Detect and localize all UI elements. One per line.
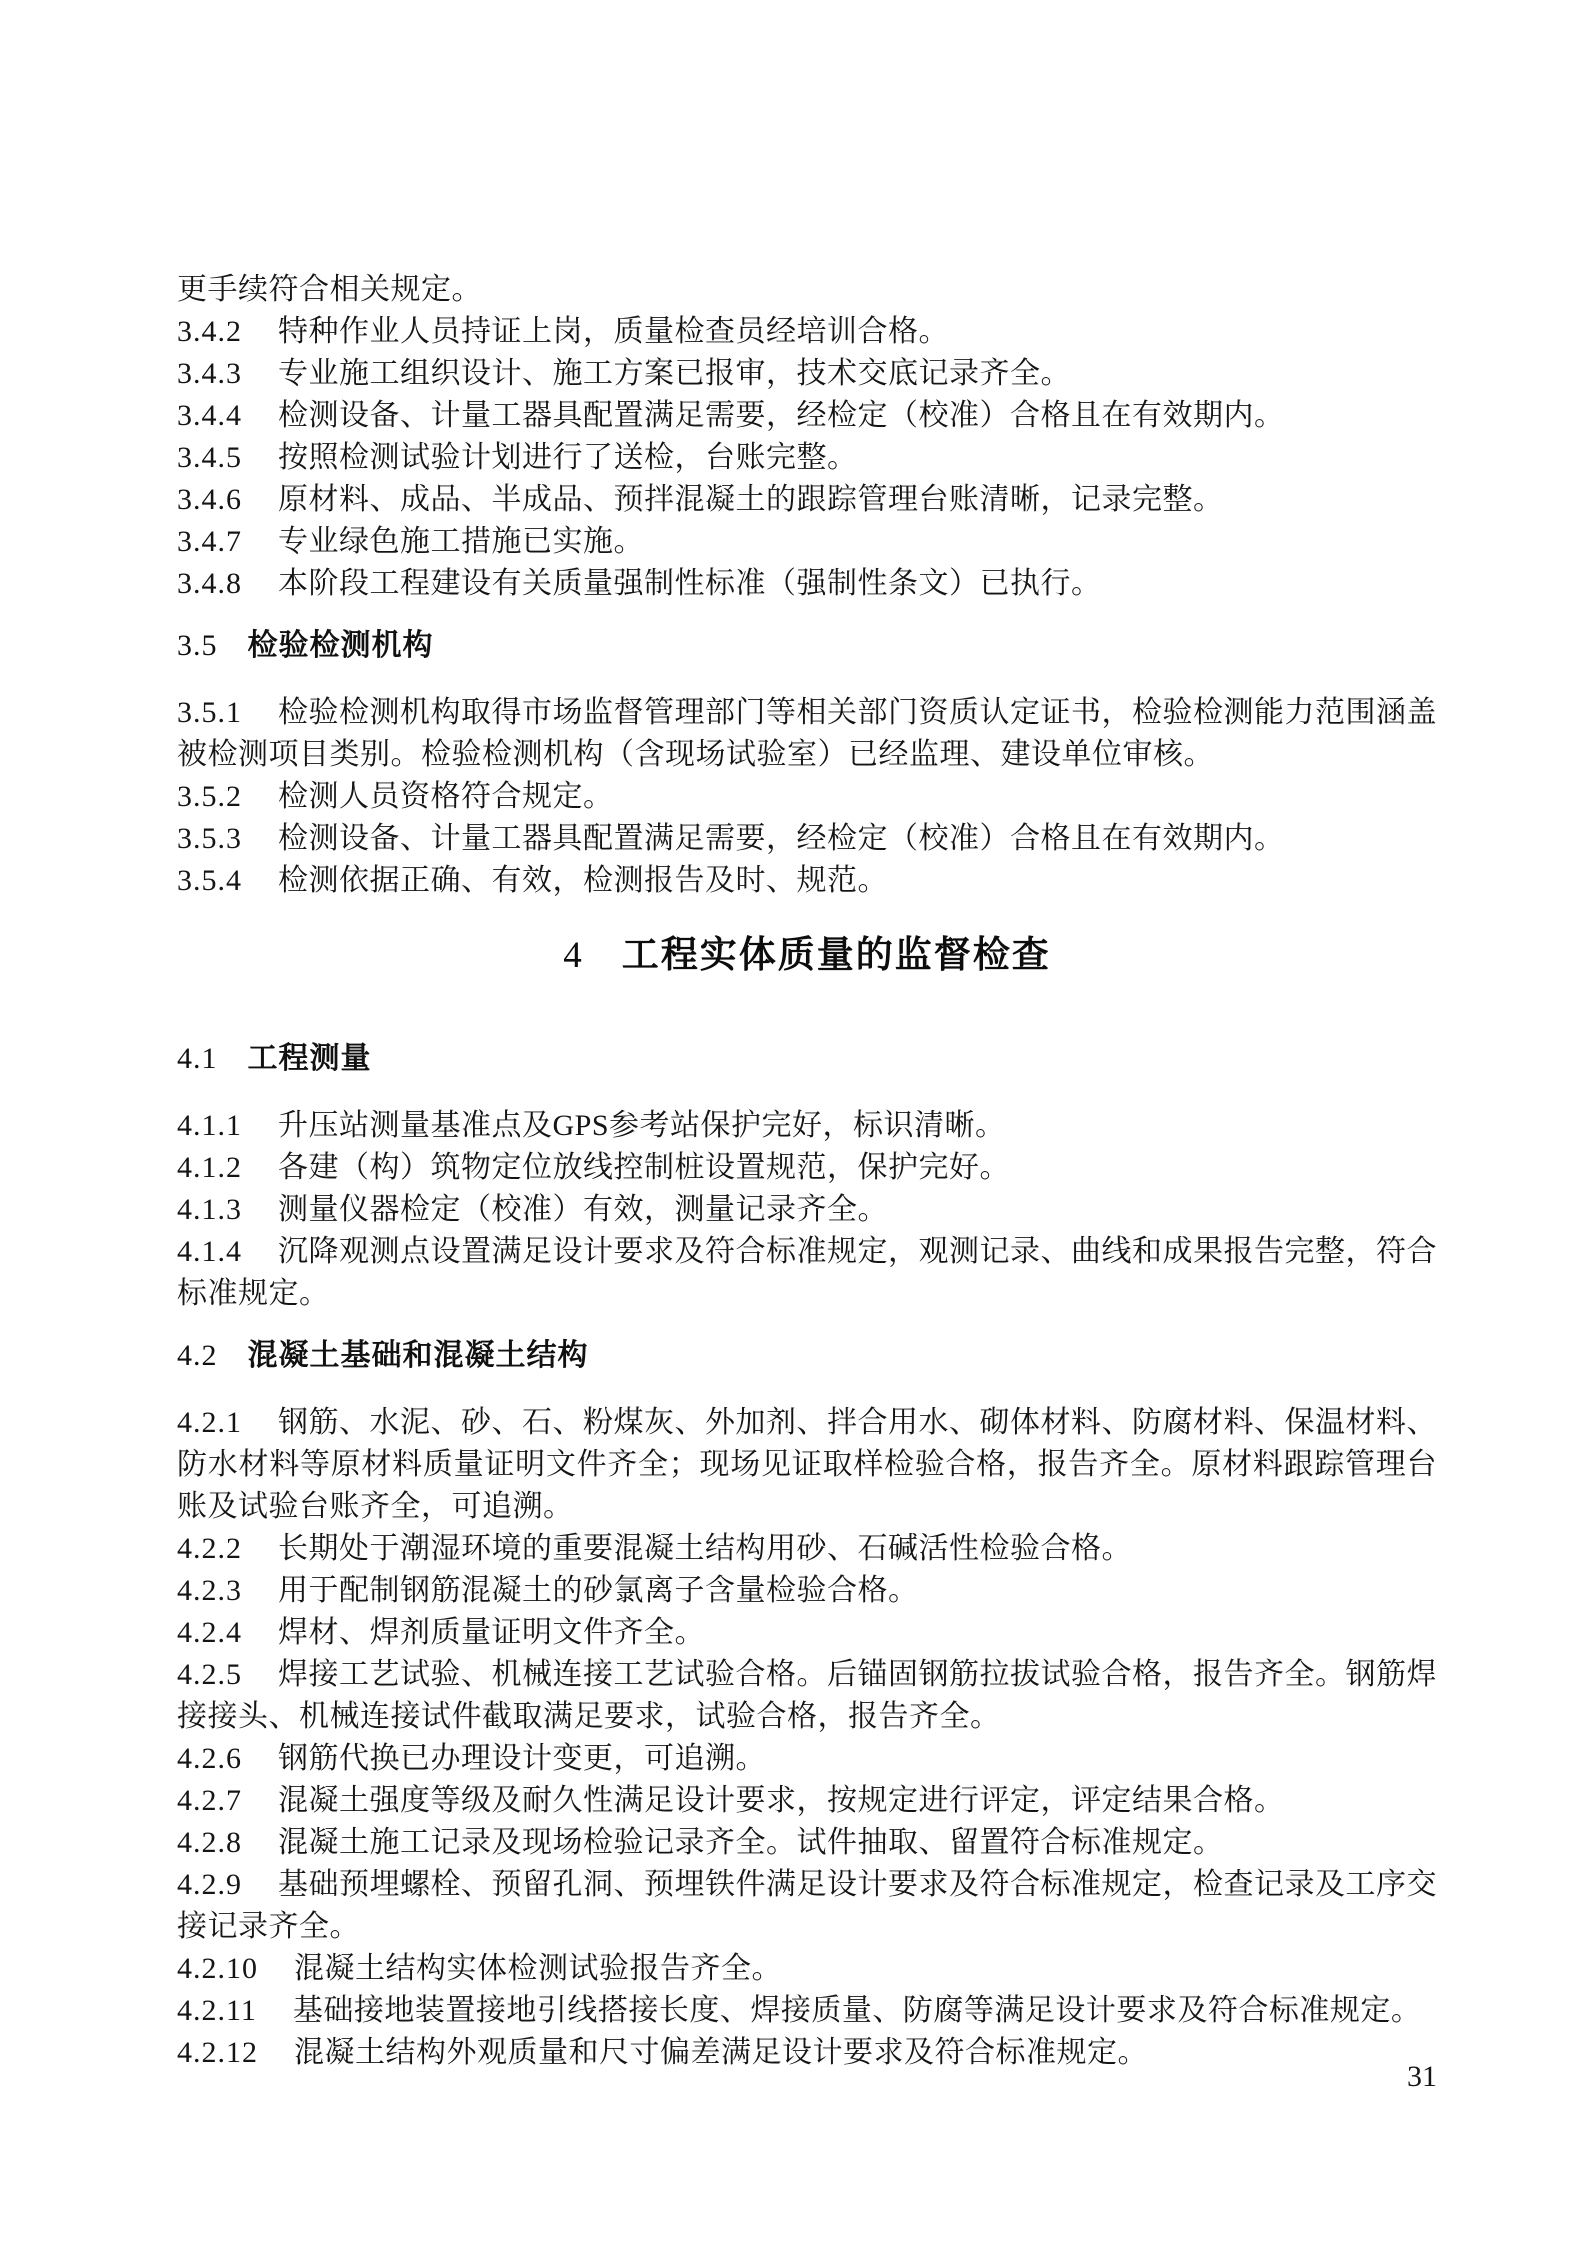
clause-3-5-4 bbox=[177, 860, 1437, 902]
clause-number: 4.1.3 bbox=[177, 1193, 242, 1226]
clause-4-2-1 bbox=[177, 1402, 1437, 1528]
clause-4-2-9 bbox=[177, 1864, 1437, 1948]
clause-4-1-3 bbox=[177, 1189, 1437, 1231]
clause-number: 4.2.11 bbox=[177, 1994, 257, 2027]
clause-number: 4.2.6 bbox=[177, 1742, 242, 1775]
clause-number: 3.4.4 bbox=[177, 399, 242, 432]
clause-text: 焊材、焊剂质量证明文件齐全。 bbox=[278, 1616, 705, 1649]
clause-text: 钢筋、水泥、砂、石、粉煤灰、外加剂、拌合用水、砌体材料、防腐材料、保温材料、防水材料等原材料质量证明文件齐全；现场见证取样检验合格，报告齐全。原材料跟踪管理台账及试验台账齐全，可追溯。 bbox=[177, 1406, 1437, 1523]
clause-4-2-4 bbox=[177, 1612, 1437, 1654]
clause-text: 升压站测量基准点及GPS参考站保护完好，标识清晰。 bbox=[278, 1109, 1006, 1142]
continuation-paragraph bbox=[177, 269, 1437, 311]
clause-number: 4.2.4 bbox=[177, 1616, 242, 1649]
section-number: 4.1 bbox=[177, 1042, 218, 1075]
clause-number: 3.5.1 bbox=[177, 696, 242, 729]
chapter-number: 4 bbox=[563, 935, 582, 976]
clause-text: 原材料、成品、半成品、预拌混凝土的跟踪管理台账清晰，记录完整。 bbox=[278, 483, 1224, 516]
clause-text: 用于配制钢筋混凝土的砂氯离子含量检验合格。 bbox=[278, 1574, 919, 1607]
clause-3-5-1 bbox=[177, 692, 1437, 776]
clause-text: 长期处于潮湿环境的重要混凝土结构用砂、石碱活性检验合格。 bbox=[278, 1532, 1132, 1565]
clause-number: 4.2.9 bbox=[177, 1868, 242, 1901]
clause-3-5-2 bbox=[177, 776, 1437, 818]
chapter-title: 工程实体质量的监督检查 bbox=[621, 934, 1051, 975]
clause-number: 3.4.5 bbox=[177, 441, 242, 474]
clause-number: 4.2.2 bbox=[177, 1532, 242, 1565]
clause-number: 4.2.3 bbox=[177, 1574, 242, 1607]
section-heading-4-2 bbox=[177, 1335, 1437, 1377]
clause-number: 3.5.2 bbox=[177, 780, 242, 813]
clause-4-2-6 bbox=[177, 1738, 1437, 1780]
page-number: 31 bbox=[1407, 2060, 1437, 2093]
clause-text: 测量仪器检定（校准）有效，测量记录齐全。 bbox=[278, 1193, 888, 1226]
section-title: 工程测量 bbox=[247, 1042, 372, 1075]
clause-number: 4.2.10 bbox=[177, 1952, 258, 1985]
section-heading-3-5 bbox=[177, 625, 1437, 667]
clause-4-2-7 bbox=[177, 1780, 1437, 1822]
clause-number: 4.2.12 bbox=[177, 2036, 258, 2069]
clause-text: 混凝土施工记录及现场检验记录齐全。试件抽取、留置符合标准规定。 bbox=[278, 1826, 1224, 1859]
clause-number: 4.1.2 bbox=[177, 1151, 242, 1184]
clause-text: 按照检测试验计划进行了送检，台账完整。 bbox=[278, 441, 858, 474]
clause-3-4-4 bbox=[177, 395, 1437, 437]
clause-3-4-3 bbox=[177, 353, 1437, 395]
clause-number: 4.2.8 bbox=[177, 1826, 242, 1859]
clause-4-2-11 bbox=[177, 1990, 1437, 2032]
clause-4-2-5 bbox=[177, 1654, 1437, 1738]
clause-4-2-3 bbox=[177, 1570, 1437, 1612]
clause-4-2-2 bbox=[177, 1528, 1437, 1570]
clause-text: 专业绿色施工措施已实施。 bbox=[278, 525, 644, 558]
clause-text: 混凝土结构外观质量和尺寸偏差满足设计要求及符合标准规定。 bbox=[294, 2036, 1148, 2069]
clause-number: 4.2.7 bbox=[177, 1784, 242, 1817]
clause-text: 专业施工组织设计、施工方案已报审，技术交底记录齐全。 bbox=[278, 357, 1071, 390]
clause-number: 3.5.4 bbox=[177, 864, 242, 897]
clause-text: 钢筋代换已办理设计变更，可追溯。 bbox=[278, 1742, 766, 1775]
clause-number: 3.4.8 bbox=[177, 567, 242, 600]
clause-text: 混凝土强度等级及耐久性满足设计要求，按规定进行评定，评定结果合格。 bbox=[278, 1784, 1285, 1817]
clause-text: 沉降观测点设置满足设计要求及符合标准规定，观测记录、曲线和成果报告完整，符合标准规定。 bbox=[177, 1235, 1437, 1310]
clause-text: 检测设备、计量工器具配置满足需要，经检定（校准）合格且在有效期内。 bbox=[278, 399, 1285, 432]
clause-3-5-3 bbox=[177, 818, 1437, 860]
clause-number: 4.2.1 bbox=[177, 1406, 242, 1439]
clause-3-4-5 bbox=[177, 437, 1437, 479]
clause-4-1-2 bbox=[177, 1147, 1437, 1189]
clause-3-4-6 bbox=[177, 479, 1437, 521]
clause-text: 各建（构）筑物定位放线控制桩设置规范，保护完好。 bbox=[278, 1151, 1010, 1184]
chapter-heading-4 bbox=[177, 927, 1437, 984]
clause-text: 基础接地装置接地引线搭接长度、焊接质量、防腐等满足设计要求及符合标准规定。 bbox=[292, 1994, 1422, 2027]
clause-number: 3.5.3 bbox=[177, 822, 242, 855]
clause-text: 混凝土结构实体检测试验报告齐全。 bbox=[294, 1952, 782, 1985]
section-number: 4.2 bbox=[177, 1339, 218, 1372]
clause-text: 检测人员资格符合规定。 bbox=[278, 780, 614, 813]
clause-number: 3.4.7 bbox=[177, 525, 242, 558]
clause-3-4-2 bbox=[177, 311, 1437, 353]
clause-text: 特种作业人员持证上岗，质量检查员经培训合格。 bbox=[278, 315, 949, 348]
clause-4-1-4 bbox=[177, 1231, 1437, 1315]
section-heading-4-1 bbox=[177, 1038, 1437, 1080]
page-content bbox=[177, 269, 1437, 2074]
section-title: 混凝土基础和混凝土结构 bbox=[247, 1339, 589, 1372]
clause-number: 3.4.6 bbox=[177, 483, 242, 516]
clause-number: 4.2.5 bbox=[177, 1658, 242, 1691]
clause-number: 3.4.3 bbox=[177, 357, 242, 390]
clause-number: 3.4.2 bbox=[177, 315, 242, 348]
clause-3-4-7 bbox=[177, 521, 1437, 563]
clause-4-2-8 bbox=[177, 1822, 1437, 1864]
clause-text: 检验检测机构取得市场监督管理部门等相关部门资质认定证书，检验检测能力范围涵盖被检测项目类别。检验检测机构（含现场试验室）已经监理、建设单位审核。 bbox=[177, 696, 1437, 771]
clause-text: 基础预埋螺栓、预留孔洞、预埋铁件满足设计要求及符合标准规定，检查记录及工序交接记录齐全。 bbox=[177, 1868, 1437, 1943]
section-title: 检验检测机构 bbox=[247, 629, 434, 662]
clause-text: 检测设备、计量工器具配置满足需要，经检定（校准）合格且在有效期内。 bbox=[278, 822, 1285, 855]
clause-4-1-1 bbox=[177, 1105, 1437, 1147]
clause-3-4-8 bbox=[177, 563, 1437, 605]
clause-text: 检测依据正确、有效，检测报告及时、规范。 bbox=[278, 864, 888, 897]
clause-text: 更手续符合相关规定。 bbox=[177, 273, 482, 306]
clause-number: 4.1.4 bbox=[177, 1235, 242, 1268]
clause-text: 本阶段工程建设有关质量强制性标准（强制性条文）已执行。 bbox=[278, 567, 1102, 600]
clause-number: 4.1.1 bbox=[177, 1109, 242, 1142]
clause-4-2-10 bbox=[177, 1948, 1437, 1990]
section-number: 3.5 bbox=[177, 629, 218, 662]
clause-text: 焊接工艺试验、机械连接工艺试验合格。后锚固钢筋拉拔试验合格，报告齐全。钢筋焊接接头、机械连接试件截取满足要求，试验合格，报告齐全。 bbox=[177, 1658, 1437, 1733]
